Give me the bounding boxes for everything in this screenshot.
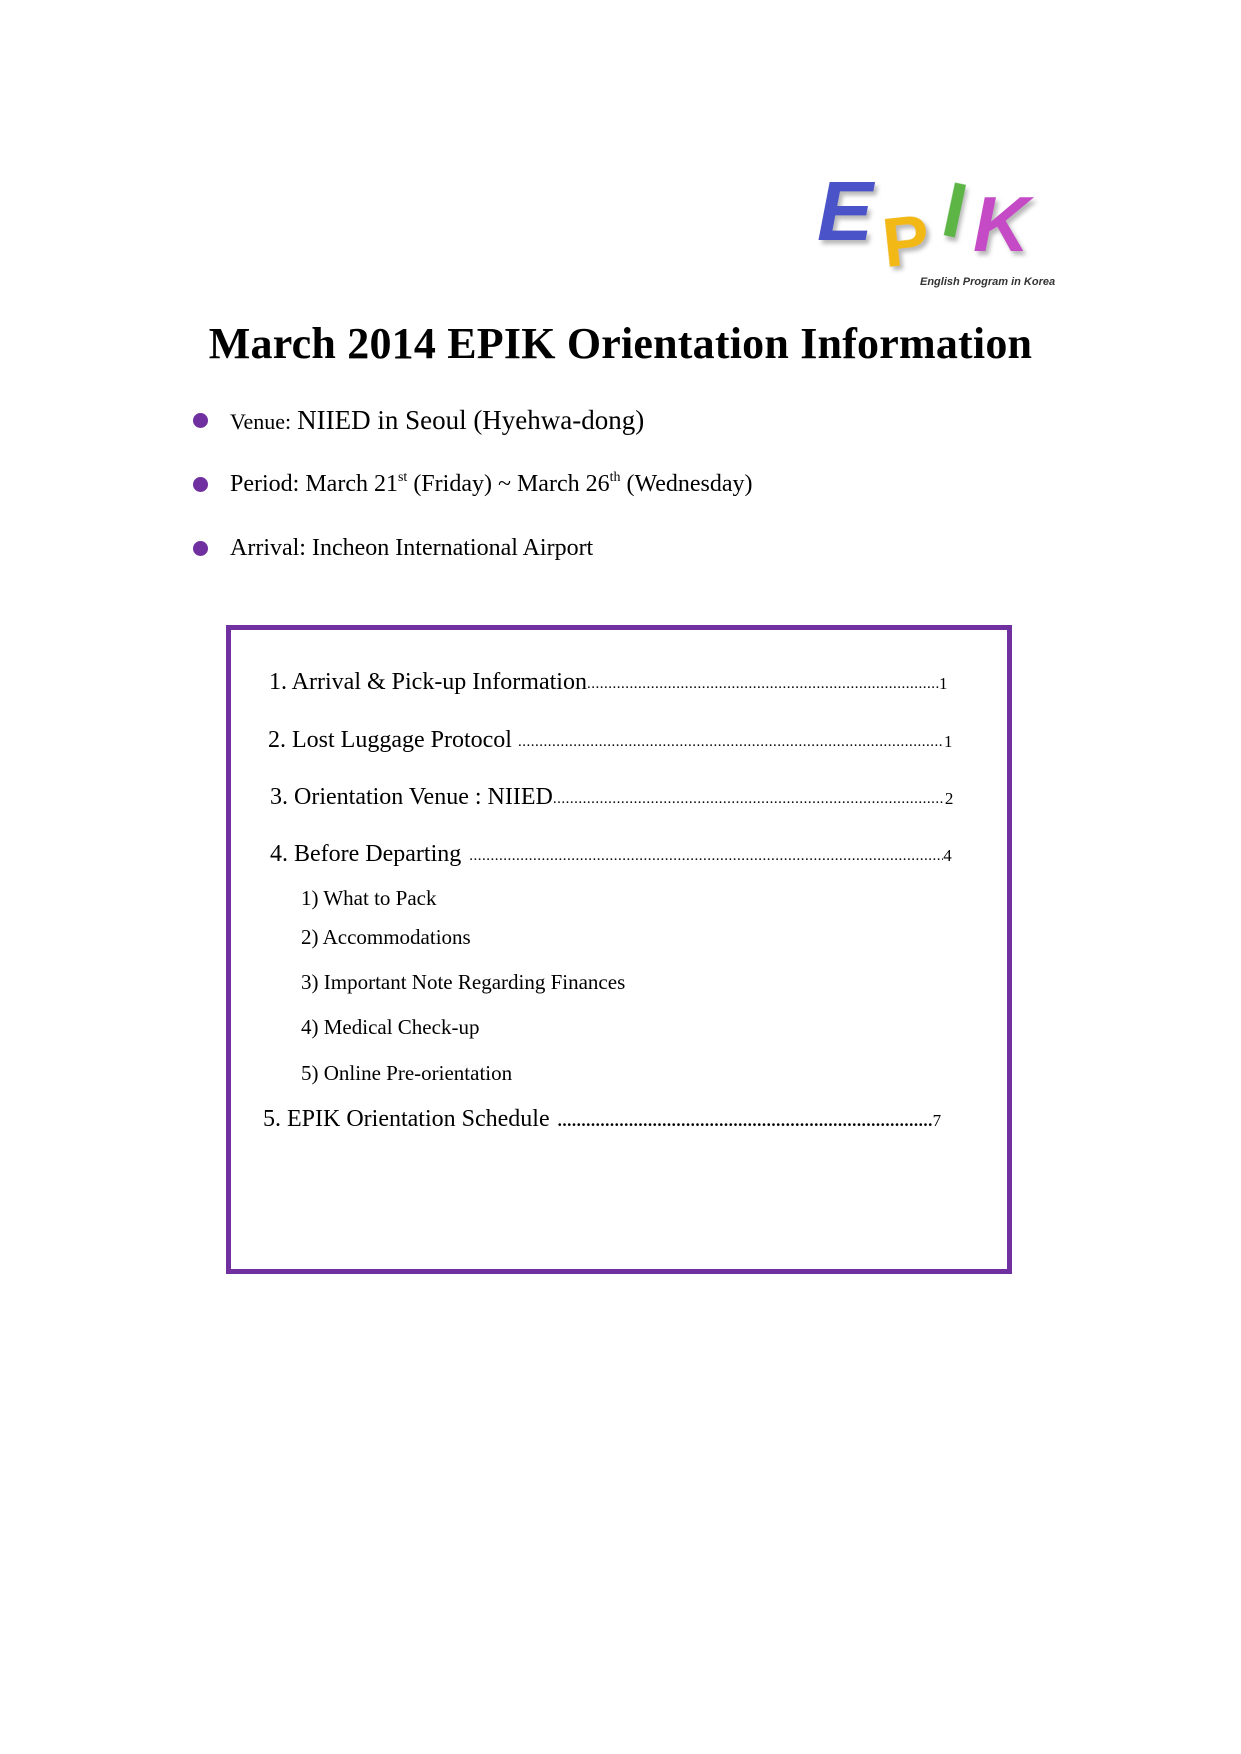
toc-entry-label: 3. Orientation Venue : NIIED <box>270 784 553 810</box>
arrival-value: Incheon International Airport <box>311 535 594 561</box>
venue-label: Venue: <box>230 409 292 434</box>
toc-subitem[interactable]: 2) Accommodations <box>301 925 471 949</box>
logo-letter-p: P <box>878 199 934 283</box>
toc-subitem[interactable]: 1) What to Pack <box>301 886 437 910</box>
venue-value: NIIED in Seoul (Hyehwa-dong) <box>297 405 645 435</box>
logo-letter-e: E <box>817 165 874 258</box>
toc-entry-label: 2. Lost Luggage Protocol <box>268 727 512 753</box>
toc-subitem[interactable]: 5) Online Pre-orientation <box>301 1061 513 1085</box>
period-end: March 26 <box>516 471 610 497</box>
toc-box <box>226 625 1012 1274</box>
toc-leader <box>461 841 943 871</box>
arrival-item <box>193 528 1093 592</box>
logo-letter-i: I <box>935 165 975 256</box>
toc-entry-venue[interactable] <box>270 782 953 814</box>
toc-entry-label: 4. Before Departing <box>270 841 462 867</box>
toc-entry-label: 5. EPIK Orientation Schedule <box>263 1106 550 1132</box>
toc-entry-departing[interactable] <box>270 839 952 871</box>
toc-leader <box>512 727 944 757</box>
toc-entry-luggage[interactable] <box>268 725 952 757</box>
toc-leader <box>587 669 939 699</box>
toc-entry-schedule[interactable] <box>263 1104 941 1136</box>
page-title: March 2014 EPIK Orientation Information <box>208 319 1033 368</box>
venue-item <box>193 400 1093 464</box>
toc-page-number: 2 <box>944 789 954 808</box>
toc-subitem[interactable]: 3) Important Note Regarding Finances <box>301 970 626 994</box>
period-start-sup: st <box>397 470 408 485</box>
toc-leader <box>553 784 945 814</box>
toc-leader <box>550 1106 933 1136</box>
toc-entry-arrival[interactable] <box>269 667 947 699</box>
toc-page-number: 7 <box>932 1111 942 1130</box>
epik-logo <box>815 165 1065 295</box>
toc-page-number: 1 <box>943 732 953 751</box>
toc-page-number: 4 <box>943 846 952 865</box>
toc-subitem[interactable]: 4) Medical Check-up <box>301 1015 480 1039</box>
period-end-day: (Wednesday) <box>626 471 753 497</box>
period-end-sup: th <box>609 470 621 485</box>
logo-letter-k: K <box>973 180 1030 268</box>
toc-entry-label: 1. Arrival & Pick-up Information <box>269 669 587 695</box>
info-list <box>193 400 1093 592</box>
period-start: March 21 <box>305 471 398 497</box>
arrival-label: Arrival: <box>230 535 306 561</box>
period-start-day: (Friday) ~ <box>413 471 511 497</box>
toc-page-number: 1 <box>938 674 948 693</box>
bullet-icon <box>193 477 208 492</box>
epik-logo-graphic <box>815 165 1065 295</box>
period-label: Period: <box>230 471 300 497</box>
bullet-icon <box>193 541 208 556</box>
logo-tagline: English Program in Korea <box>920 276 1056 288</box>
bullet-icon <box>193 413 208 428</box>
period-item <box>193 464 1093 528</box>
